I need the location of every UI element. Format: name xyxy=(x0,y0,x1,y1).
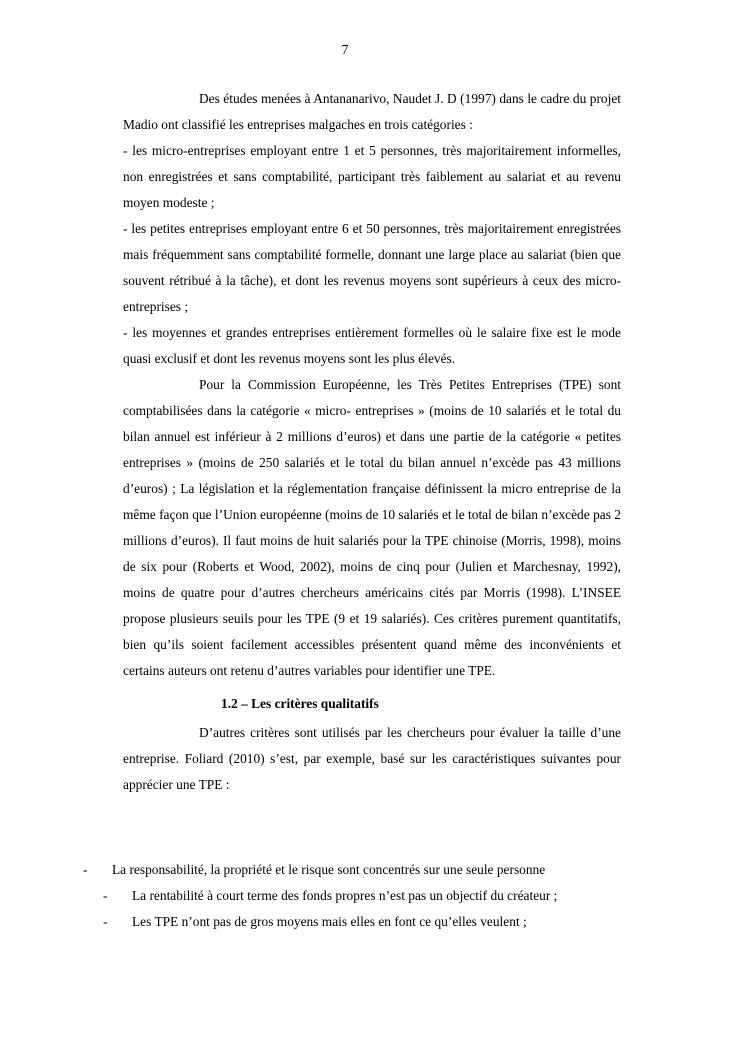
list-item xyxy=(83,857,621,883)
list-item-text: La rentabilité à court terme des fonds propres n’est pas un objectif du créateur ; xyxy=(132,888,558,903)
list-dash: - xyxy=(83,862,88,877)
list-item-text: Les TPE n’ont pas de gros moyens mais elles en font ce qu’elles veulent ; xyxy=(132,914,527,929)
list-dash: - xyxy=(103,888,108,903)
section-heading: 1.2 – Les critères qualitatifs xyxy=(221,696,379,711)
paragraph-intro: Des études menées à Antananarivo, Naudet J. D (1997) dans le cadre du projet Madio ont classifié les entreprises malgaches en trois catégories : xyxy=(123,91,621,132)
list-item-text: La responsabilité, la propriété et le risque sont concentrés sur une seule personne xyxy=(112,862,546,877)
document-body xyxy=(123,86,621,798)
paragraph-moyennes-entreprises: - les moyennes et grandes entreprises entièrement formelles où le salaire fixe est le mode quasi exclusif et dont les revenus moyens sont les plus élevés. xyxy=(123,325,621,366)
page-number: 7 xyxy=(341,42,349,57)
paragraph-commission-europeenne: Pour la Commission Européenne, les Très Petites Entreprises (TPE) sont comptabilisées dans la catégorie « micro- entreprises » (moins de 10 salariés et le total du bilan annuel est inférieur à 2 millions d’euros) et dans une partie de la catégorie « petites entreprises » (moins de 250 salariés et le total du bilan annuel n’excède pas 43 millions d’euros) ; La législation et la réglementation française définissent la micro entreprise de la même façon que l’Union européenne (moins de 10 salariés et le total de bilan n’excède pas 2 millions d’euros). Il faut moins de huit salariés pour la TPE chinoise (Morris, 1998), moins de six pour (Roberts et Wood, 2002), moins de cinq pour (Julien et Marchesnay, 1992), moins de quatre pour d’autres chercheurs américains cités par Morris (1998). L’INSEE propose plusieurs seuils pour les TPE (9 et 19 salariés). Ces critères purement quantitatifs, bien qu’ils soient facilement accessibles présentent quand même des inconvénients et certains auteurs ont retenu d’autres variables pour identifier une TPE. xyxy=(123,377,621,678)
paragraph-micro-entreprises: - les micro-entreprises employant entre 1 et 5 personnes, très majoritairement informelles, non enregistrées et sans comptabilité, participant très faiblement au salariat et au revenu moyen modeste ; xyxy=(123,143,621,210)
list-item xyxy=(103,909,621,935)
list-dash: - xyxy=(103,914,108,929)
criteria-list xyxy=(83,857,621,935)
list-item xyxy=(103,883,621,909)
paragraph-petites-entreprises: - les petites entreprises employant entre 6 et 50 personnes, très majoritairement enregistrées mais fréquemment sans comptabilité formelle, donnant une large place au salariat (bien que souvent rétribué à la tâche), et dont les revenus moyens sont supérieurs à ceux des micro-entreprises ; xyxy=(123,221,621,314)
paragraph-criteres: D’autres critères sont utilisés par les chercheurs pour évaluer la taille d’une entreprise. Foliard (2010) s’est, par exemple, basé sur les caractéristiques suivantes pour apprécier une TPE : xyxy=(123,725,621,792)
